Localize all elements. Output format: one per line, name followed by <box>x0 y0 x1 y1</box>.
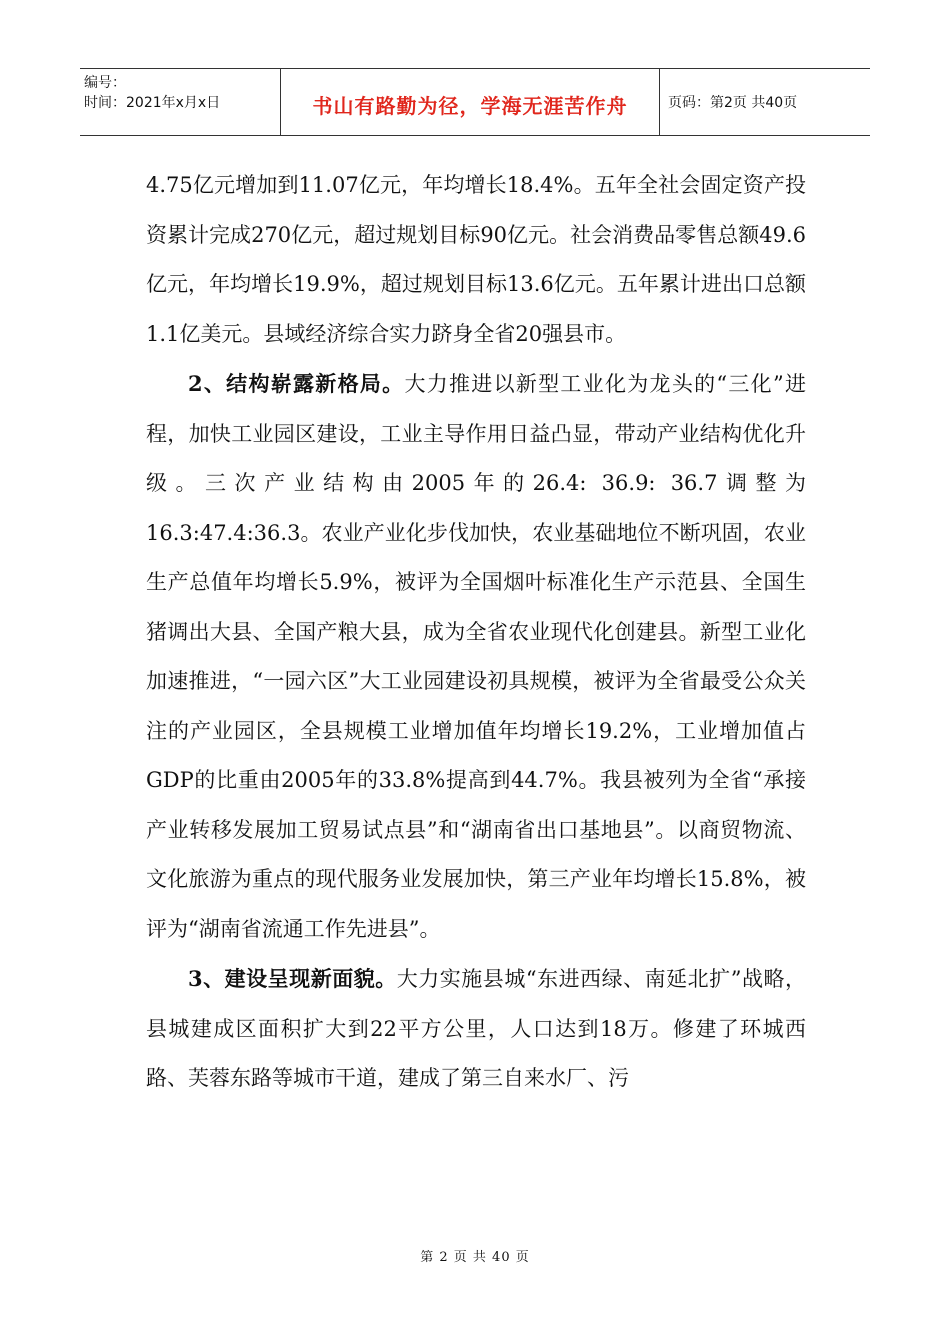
header-meta-cell <box>80 69 281 135</box>
paragraph-1: 4.75亿元增加到11.07亿元，年均增长18.4%。五年全社会固定资产投资累计完成270亿元，超过规划目标90亿元。社会消费品零售总额49.6亿元，年均增长19.9%，超过规划目标13.6亿元。五年累计进出口总额1.1亿美元。县域经济综合实力跻身全省20强县市。 <box>146 173 806 346</box>
paragraph-2-text: 大力推进以新型工业化为龙头的“三化”进程，加快工业园区建设，工业主导作用日益凸显，带动产业结构优化升级。三次产业结构由2005年的26.4: 36.9: 36.7调整为16.3:47.4:36.3。农业产业化步伐加快，农业基础地位不断巩固，农业生产总值年均增长5.9%，被评为全国烟叶标准化生产示范县、全国生猪调出大县、全国产粮大县，成为全省农业现代化创建县。新型工业化加速推进，“一园六区”大工业园建设初具规模，被评为全省最受公众关注的产业园区，全县规模工业增加值年均增长19.2%，工业增加值占GDP的比重由2005年的33.8%提高到44.7%。我县被列为全省“承接产业转移发展加工贸易试点县”和“湖南省出口基地县”。以商贸物流、文化旅游为重点的现代服务业发展加快，第三产业年均增长15.8%，被评为“湖南省流通工作先进县”。 <box>146 372 806 941</box>
paragraph-3-text: 大力实施县城“东进西绿、南延北扩”战略，县城建成区面积扩大到22平方公里，人口达到18万。修建了环城西路、芙蓉东路等城市干道，建成了第三自来水厂、污 <box>146 967 806 1090</box>
document-body <box>146 161 806 1104</box>
header-page-label: 页码：第2页 共40页 <box>668 95 798 111</box>
header-motto: 书山有路勤为径，学海无涯苦作舟 <box>281 69 660 135</box>
document-number-label: 编号： <box>84 75 126 91</box>
paragraph-2 <box>146 359 806 954</box>
page-footer: 第 2 页 共 40 页 <box>420 1250 530 1265</box>
paragraph-3 <box>146 954 806 1104</box>
paragraph-2-heading: 2、结构崭露新格局。 <box>188 371 405 396</box>
paragraph-3-heading: 3、建设呈现新面貌。 <box>188 966 397 991</box>
document-time-label: 时间：2021年x月x日 <box>84 95 221 111</box>
page-header <box>80 68 870 136</box>
